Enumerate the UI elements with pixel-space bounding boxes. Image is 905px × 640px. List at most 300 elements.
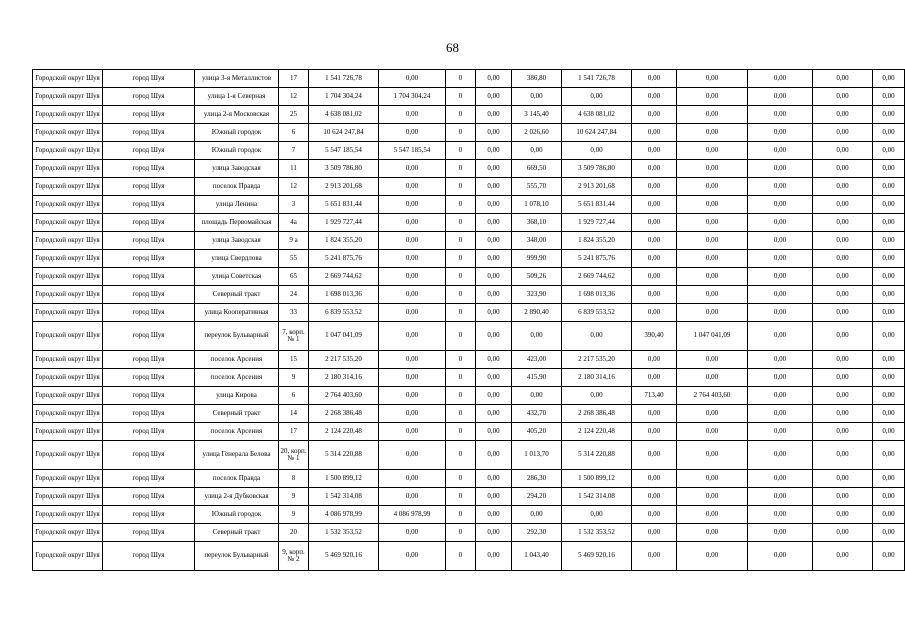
cell-total-cost: 1 698 013,36 [309, 286, 379, 304]
cell-col-7: 0 [446, 506, 476, 524]
cell-col-11: 0,00 [632, 160, 677, 178]
cell-col-12: 0,00 [677, 250, 748, 268]
table-row [33, 142, 905, 160]
cell-street: поселок Правда [195, 178, 279, 196]
cell-col-13: 0,00 [748, 196, 813, 214]
cell-col-8: 0,00 [476, 232, 512, 250]
cell-street: переулок Бульварный [195, 322, 279, 351]
table-row [33, 524, 905, 542]
cell-municipality: Городской округ Шуя [33, 124, 103, 142]
table-row [33, 178, 905, 196]
cell-settlement: город Шуя [103, 178, 195, 196]
cell-col-11: 0,00 [632, 441, 677, 470]
cell-col-8: 0,00 [476, 369, 512, 387]
table-row [33, 268, 905, 286]
cell-col-9: 3 145,40 [512, 106, 562, 124]
cell-settlement: город Шуя [103, 160, 195, 178]
cell-col-15: 0,00 [873, 178, 905, 196]
cell-col-12: 0,00 [677, 423, 748, 441]
cell-col-12: 0,00 [677, 524, 748, 542]
cell-col-11: 0,00 [632, 488, 677, 506]
cell-col-6: 0,00 [379, 304, 446, 322]
cell-municipality: Городской округ Шуя [33, 196, 103, 214]
cell-settlement: город Шуя [103, 286, 195, 304]
cell-settlement: город Шуя [103, 524, 195, 542]
cell-total-cost: 5 241 875,76 [309, 250, 379, 268]
table-row [33, 351, 905, 369]
cell-municipality: Городской округ Шуя [33, 524, 103, 542]
cell-settlement: город Шуя [103, 88, 195, 106]
table-row [33, 441, 905, 470]
table-row [33, 124, 905, 142]
cell-total-cost: 1 541 726,78 [309, 70, 379, 88]
cell-col-12: 0,00 [677, 470, 748, 488]
cell-col-14: 0,00 [813, 351, 873, 369]
cell-col-15: 0,00 [873, 369, 905, 387]
cell-col-14: 0,00 [813, 322, 873, 351]
table-row [33, 304, 905, 322]
cell-col-9: 2 890,40 [512, 304, 562, 322]
cell-street: улица Заводская [195, 232, 279, 250]
cell-street: улица 1-я Северная [195, 88, 279, 106]
cell-total-cost: 2 764 403,60 [309, 387, 379, 405]
cell-col-13: 0,00 [748, 232, 813, 250]
cell-house-number: 3 [279, 196, 309, 214]
cell-col-9: 1 013,70 [512, 441, 562, 470]
cell-col-12: 0,00 [677, 351, 748, 369]
cell-street: Южный городок [195, 124, 279, 142]
cell-settlement: город Шуя [103, 196, 195, 214]
cell-col-6: 0,00 [379, 124, 446, 142]
cell-col-11: 0,00 [632, 351, 677, 369]
cell-col-12: 0,00 [677, 286, 748, 304]
cell-col-6: 0,00 [379, 106, 446, 124]
cell-col-6: 0,00 [379, 369, 446, 387]
cell-col-11: 0,00 [632, 232, 677, 250]
cell-col-7: 0 [446, 405, 476, 423]
cell-col-9: 509,26 [512, 268, 562, 286]
cell-col-13: 0,00 [748, 423, 813, 441]
cell-municipality: Городской округ Шуя [33, 250, 103, 268]
cell-col-6: 0,00 [379, 542, 446, 571]
cell-col-8: 0,00 [476, 470, 512, 488]
cell-col-8: 0,00 [476, 423, 512, 441]
cell-col-15: 0,00 [873, 214, 905, 232]
cell-street: улица Кооперативная [195, 304, 279, 322]
cell-col-14: 0,00 [813, 268, 873, 286]
cell-col-8: 0,00 [476, 286, 512, 304]
cell-house-number: 4а [279, 214, 309, 232]
cell-col-14: 0,00 [813, 387, 873, 405]
cell-house-number: 15 [279, 351, 309, 369]
cell-col-10: 1 929 727,44 [562, 214, 632, 232]
table-row [33, 160, 905, 178]
cell-col-13: 0,00 [748, 470, 813, 488]
cell-col-12: 0,00 [677, 124, 748, 142]
cell-total-cost: 3 509 786,80 [309, 160, 379, 178]
cell-col-15: 0,00 [873, 524, 905, 542]
cell-col-13: 0,00 [748, 286, 813, 304]
cell-house-number: 25 [279, 106, 309, 124]
cell-col-6: 0,00 [379, 470, 446, 488]
cell-settlement: город Шуя [103, 387, 195, 405]
cell-house-number: 6 [279, 124, 309, 142]
cell-col-15: 0,00 [873, 88, 905, 106]
cell-col-15: 0,00 [873, 124, 905, 142]
cell-col-10: 4 638 081,02 [562, 106, 632, 124]
cell-col-10: 2 217 535,20 [562, 351, 632, 369]
cell-municipality: Городской округ Шуя [33, 304, 103, 322]
cell-col-6: 0,00 [379, 178, 446, 196]
cell-municipality: Городской округ Шуя [33, 470, 103, 488]
cell-col-8: 0,00 [476, 351, 512, 369]
cell-municipality: Городской округ Шуя [33, 286, 103, 304]
cell-col-12: 0,00 [677, 178, 748, 196]
cell-col-12: 0,00 [677, 488, 748, 506]
register-table [32, 69, 905, 571]
cell-col-10: 0,00 [562, 88, 632, 106]
cell-col-12: 0,00 [677, 232, 748, 250]
cell-house-number: 7 [279, 142, 309, 160]
cell-col-15: 0,00 [873, 387, 905, 405]
cell-col-6: 0,00 [379, 214, 446, 232]
cell-col-13: 0,00 [748, 524, 813, 542]
cell-col-9: 323,90 [512, 286, 562, 304]
cell-col-9: 286,30 [512, 470, 562, 488]
cell-settlement: город Шуя [103, 124, 195, 142]
cell-col-9: 2 026,60 [512, 124, 562, 142]
cell-col-9: 669,50 [512, 160, 562, 178]
cell-col-12: 1 047 041,09 [677, 322, 748, 351]
cell-col-9: 999,90 [512, 250, 562, 268]
cell-col-6: 0,00 [379, 250, 446, 268]
cell-col-14: 0,00 [813, 423, 873, 441]
cell-street: улица 3-я Металлистов [195, 70, 279, 88]
table-row [33, 70, 905, 88]
cell-municipality: Городской округ Шуя [33, 268, 103, 286]
cell-col-8: 0,00 [476, 142, 512, 160]
cell-street: Южный городок [195, 506, 279, 524]
cell-total-cost: 2 180 314,16 [309, 369, 379, 387]
cell-settlement: город Шуя [103, 441, 195, 470]
cell-settlement: город Шуя [103, 405, 195, 423]
cell-house-number: 12 [279, 178, 309, 196]
cell-total-cost: 5 547 185,54 [309, 142, 379, 160]
cell-col-8: 0,00 [476, 250, 512, 268]
cell-street: улица Ленина [195, 196, 279, 214]
cell-col-13: 0,00 [748, 178, 813, 196]
cell-municipality: Городской округ Шуя [33, 405, 103, 423]
cell-col-12: 0,00 [677, 441, 748, 470]
cell-house-number: 9 [279, 506, 309, 524]
cell-street: Южный городок [195, 142, 279, 160]
cell-col-8: 0,00 [476, 88, 512, 106]
cell-col-15: 0,00 [873, 106, 905, 124]
cell-col-11: 0,00 [632, 124, 677, 142]
cell-house-number: 7, корп. № 1 [279, 322, 309, 351]
cell-col-14: 0,00 [813, 250, 873, 268]
cell-col-14: 0,00 [813, 369, 873, 387]
cell-municipality: Городской округ Шуя [33, 387, 103, 405]
cell-col-8: 0,00 [476, 304, 512, 322]
cell-col-7: 0 [446, 542, 476, 571]
table-row [33, 250, 905, 268]
table-row [33, 232, 905, 250]
cell-col-10: 5 314 220,88 [562, 441, 632, 470]
cell-municipality: Городской округ Шуя [33, 423, 103, 441]
cell-col-14: 0,00 [813, 470, 873, 488]
cell-municipality: Городской округ Шуя [33, 488, 103, 506]
cell-col-13: 0,00 [748, 369, 813, 387]
cell-settlement: город Шуя [103, 304, 195, 322]
cell-col-9: 292,30 [512, 524, 562, 542]
cell-col-12: 0,00 [677, 106, 748, 124]
cell-col-12: 0,00 [677, 196, 748, 214]
cell-total-cost: 5 314 220,88 [309, 441, 379, 470]
cell-settlement: город Шуя [103, 369, 195, 387]
cell-col-11: 0,00 [632, 506, 677, 524]
cell-street: поселок Арсения [195, 423, 279, 441]
cell-col-14: 0,00 [813, 304, 873, 322]
cell-col-14: 0,00 [813, 488, 873, 506]
cell-col-11: 0,00 [632, 542, 677, 571]
cell-col-9: 415,90 [512, 369, 562, 387]
cell-col-8: 0,00 [476, 322, 512, 351]
cell-house-number: 12 [279, 88, 309, 106]
cell-col-13: 0,00 [748, 124, 813, 142]
cell-col-6: 4 086 978,99 [379, 506, 446, 524]
cell-col-7: 0 [446, 304, 476, 322]
cell-col-10: 0,00 [562, 387, 632, 405]
cell-col-10: 0,00 [562, 506, 632, 524]
cell-house-number: 33 [279, 304, 309, 322]
cell-col-13: 0,00 [748, 488, 813, 506]
cell-col-14: 0,00 [813, 441, 873, 470]
cell-settlement: город Шуя [103, 542, 195, 571]
cell-col-14: 0,00 [813, 524, 873, 542]
cell-col-11: 0,00 [632, 369, 677, 387]
cell-col-13: 0,00 [748, 304, 813, 322]
cell-col-10: 2 913 201,68 [562, 178, 632, 196]
cell-street: поселок Арсения [195, 369, 279, 387]
table-row [33, 286, 905, 304]
cell-total-cost: 2 669 744,62 [309, 268, 379, 286]
cell-col-9: 432,70 [512, 405, 562, 423]
cell-total-cost: 1 929 727,44 [309, 214, 379, 232]
cell-col-6: 0,00 [379, 160, 446, 178]
cell-col-6: 5 547 185,54 [379, 142, 446, 160]
cell-col-15: 0,00 [873, 506, 905, 524]
cell-col-13: 0,00 [748, 322, 813, 351]
cell-municipality: Городской округ Шуя [33, 88, 103, 106]
cell-col-9: 0,00 [512, 88, 562, 106]
cell-col-7: 0 [446, 322, 476, 351]
cell-col-14: 0,00 [813, 70, 873, 88]
table-body [33, 70, 905, 571]
cell-col-14: 0,00 [813, 142, 873, 160]
cell-col-8: 0,00 [476, 124, 512, 142]
cell-col-11: 0,00 [632, 88, 677, 106]
cell-col-10: 2 124 220,48 [562, 423, 632, 441]
cell-col-7: 0 [446, 124, 476, 142]
cell-col-12: 2 764 403,60 [677, 387, 748, 405]
cell-col-10: 3 509 786,80 [562, 160, 632, 178]
cell-col-8: 0,00 [476, 387, 512, 405]
cell-col-7: 0 [446, 488, 476, 506]
cell-col-9: 0,00 [512, 387, 562, 405]
cell-col-15: 0,00 [873, 423, 905, 441]
cell-col-15: 0,00 [873, 196, 905, 214]
cell-col-7: 0 [446, 268, 476, 286]
cell-col-7: 0 [446, 387, 476, 405]
cell-settlement: город Шуя [103, 470, 195, 488]
table-row [33, 196, 905, 214]
cell-col-13: 0,00 [748, 70, 813, 88]
cell-street: улица Советская [195, 268, 279, 286]
cell-col-7: 0 [446, 88, 476, 106]
table-row [33, 322, 905, 351]
cell-col-14: 0,00 [813, 286, 873, 304]
cell-col-11: 0,00 [632, 142, 677, 160]
cell-total-cost: 1 542 314,08 [309, 488, 379, 506]
cell-col-14: 0,00 [813, 88, 873, 106]
cell-col-13: 0,00 [748, 214, 813, 232]
cell-col-10: 2 180 314,16 [562, 369, 632, 387]
cell-col-13: 0,00 [748, 106, 813, 124]
cell-col-15: 0,00 [873, 405, 905, 423]
cell-municipality: Городской округ Шуя [33, 106, 103, 124]
cell-col-14: 0,00 [813, 196, 873, 214]
cell-street: поселок Правда [195, 470, 279, 488]
cell-total-cost: 10 624 247,84 [309, 124, 379, 142]
cell-col-8: 0,00 [476, 70, 512, 88]
cell-house-number: 9, корп. № 2 [279, 542, 309, 571]
cell-total-cost: 2 124 220,48 [309, 423, 379, 441]
page-number: 68 [446, 40, 459, 55]
cell-col-9: 368,10 [512, 214, 562, 232]
cell-col-8: 0,00 [476, 405, 512, 423]
cell-house-number: 6 [279, 387, 309, 405]
cell-col-15: 0,00 [873, 351, 905, 369]
cell-col-6: 0,00 [379, 524, 446, 542]
cell-col-6: 0,00 [379, 322, 446, 351]
cell-col-9: 405,20 [512, 423, 562, 441]
cell-col-6: 0,00 [379, 423, 446, 441]
cell-col-11: 0,00 [632, 106, 677, 124]
table-row [33, 369, 905, 387]
cell-col-14: 0,00 [813, 178, 873, 196]
cell-col-15: 0,00 [873, 304, 905, 322]
cell-col-12: 0,00 [677, 70, 748, 88]
cell-col-6: 0,00 [379, 286, 446, 304]
cell-col-14: 0,00 [813, 405, 873, 423]
cell-total-cost: 4 086 978,99 [309, 506, 379, 524]
cell-col-12: 0,00 [677, 542, 748, 571]
cell-col-12: 0,00 [677, 369, 748, 387]
cell-total-cost: 1 500 899,12 [309, 470, 379, 488]
table-row [33, 488, 905, 506]
cell-col-11: 0,00 [632, 178, 677, 196]
cell-col-15: 0,00 [873, 232, 905, 250]
cell-col-10: 1 541 726,78 [562, 70, 632, 88]
cell-col-11: 0,00 [632, 286, 677, 304]
cell-settlement: город Шуя [103, 268, 195, 286]
cell-col-13: 0,00 [748, 351, 813, 369]
cell-col-15: 0,00 [873, 470, 905, 488]
cell-municipality: Городской округ Шуя [33, 142, 103, 160]
cell-col-7: 0 [446, 178, 476, 196]
cell-col-10: 5 651 831,44 [562, 196, 632, 214]
cell-total-cost: 4 638 081,02 [309, 106, 379, 124]
cell-col-10: 1 500 899,12 [562, 470, 632, 488]
cell-col-14: 0,00 [813, 506, 873, 524]
cell-col-13: 0,00 [748, 160, 813, 178]
cell-settlement: город Шуя [103, 506, 195, 524]
cell-col-7: 0 [446, 524, 476, 542]
cell-col-6: 0,00 [379, 351, 446, 369]
cell-col-9: 1 043,40 [512, 542, 562, 571]
cell-col-13: 0,00 [748, 387, 813, 405]
cell-total-cost: 2 913 201,68 [309, 178, 379, 196]
cell-col-10: 0,00 [562, 322, 632, 351]
cell-col-7: 0 [446, 423, 476, 441]
cell-col-15: 0,00 [873, 488, 905, 506]
table-row [33, 88, 905, 106]
cell-col-6: 1 704 304,24 [379, 88, 446, 106]
cell-col-11: 0,00 [632, 214, 677, 232]
cell-col-15: 0,00 [873, 268, 905, 286]
cell-col-8: 0,00 [476, 214, 512, 232]
cell-house-number: 9 [279, 369, 309, 387]
cell-col-10: 1 542 314,08 [562, 488, 632, 506]
cell-municipality: Городской округ Шуя [33, 178, 103, 196]
cell-street: улица Свердлова [195, 250, 279, 268]
cell-col-9: 0,00 [512, 142, 562, 160]
cell-col-6: 0,00 [379, 268, 446, 286]
cell-col-15: 0,00 [873, 441, 905, 470]
cell-col-13: 0,00 [748, 405, 813, 423]
cell-col-8: 0,00 [476, 506, 512, 524]
cell-street: площадь Первомайская [195, 214, 279, 232]
cell-col-9: 0,00 [512, 322, 562, 351]
cell-street: Северный тракт [195, 286, 279, 304]
cell-col-7: 0 [446, 351, 476, 369]
cell-col-10: 1 824 355,20 [562, 232, 632, 250]
cell-col-12: 0,00 [677, 88, 748, 106]
cell-col-9: 423,00 [512, 351, 562, 369]
cell-street: поселок Арсения [195, 351, 279, 369]
cell-total-cost: 1 047 041,09 [309, 322, 379, 351]
cell-col-7: 0 [446, 160, 476, 178]
table-row [33, 423, 905, 441]
cell-col-6: 0,00 [379, 405, 446, 423]
cell-col-10: 1 698 013,36 [562, 286, 632, 304]
cell-municipality: Городской округ Шуя [33, 70, 103, 88]
cell-col-7: 0 [446, 470, 476, 488]
cell-col-9: 294,20 [512, 488, 562, 506]
cell-col-8: 0,00 [476, 178, 512, 196]
cell-col-10: 1 532 353,52 [562, 524, 632, 542]
cell-settlement: город Шуя [103, 70, 195, 88]
cell-municipality: Городской округ Шуя [33, 214, 103, 232]
cell-col-11: 390,40 [632, 322, 677, 351]
cell-col-10: 6 839 553,52 [562, 304, 632, 322]
cell-col-11: 0,00 [632, 70, 677, 88]
cell-col-11: 0,00 [632, 250, 677, 268]
cell-col-15: 0,00 [873, 250, 905, 268]
cell-col-13: 0,00 [748, 506, 813, 524]
cell-total-cost: 1 704 304,24 [309, 88, 379, 106]
